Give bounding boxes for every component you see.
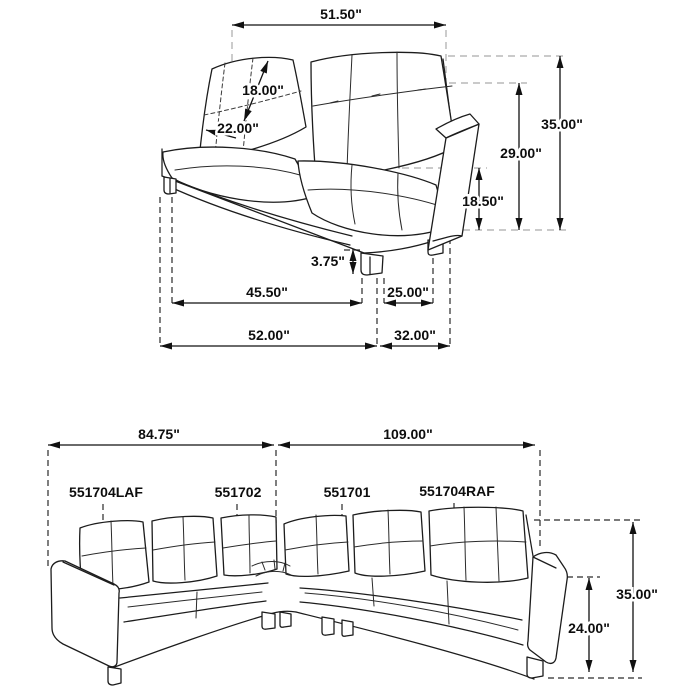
dim-left-side-width-label: 84.75" [138, 426, 180, 442]
dim-overall-height-label: 35.00" [541, 116, 583, 132]
part-number-corner-label: 551702 [214, 484, 262, 500]
sectional-line-art [51, 507, 567, 685]
dim-seat-depth-label: 22.00" [217, 120, 259, 136]
loveseat-line-art [162, 52, 479, 275]
dim-leg-height-label: 3.75" [311, 253, 345, 269]
dim-arm-base-depth-label: 25.00" [387, 284, 429, 300]
dim-back-height-label: 29.00" [500, 145, 542, 161]
part-number-raf-label: 551704RAF [419, 483, 495, 499]
dim-back-width-label: 51.50" [320, 6, 362, 22]
part-number-armless-label: 551701 [323, 484, 371, 500]
dim-right-side-width-label: 109.00" [383, 426, 433, 442]
dim-overall-depth-label: 32.00" [394, 327, 436, 343]
part-number-laf-label: 551704LAF [69, 484, 143, 500]
dim-sectional-overall-height-label: 35.00" [616, 586, 658, 602]
dim-overall-width-label: 52.00" [248, 327, 290, 343]
dim-seat-width-label: 45.50" [246, 284, 288, 300]
sectional-bottom-view [48, 426, 658, 685]
loveseat-top-view [160, 6, 583, 346]
dim-seat-height-label: 18.50" [462, 193, 504, 209]
dim-back-cushion-height-label: 18.00" [242, 82, 284, 98]
dim-sectional-arm-height-label: 24.00" [568, 620, 610, 636]
